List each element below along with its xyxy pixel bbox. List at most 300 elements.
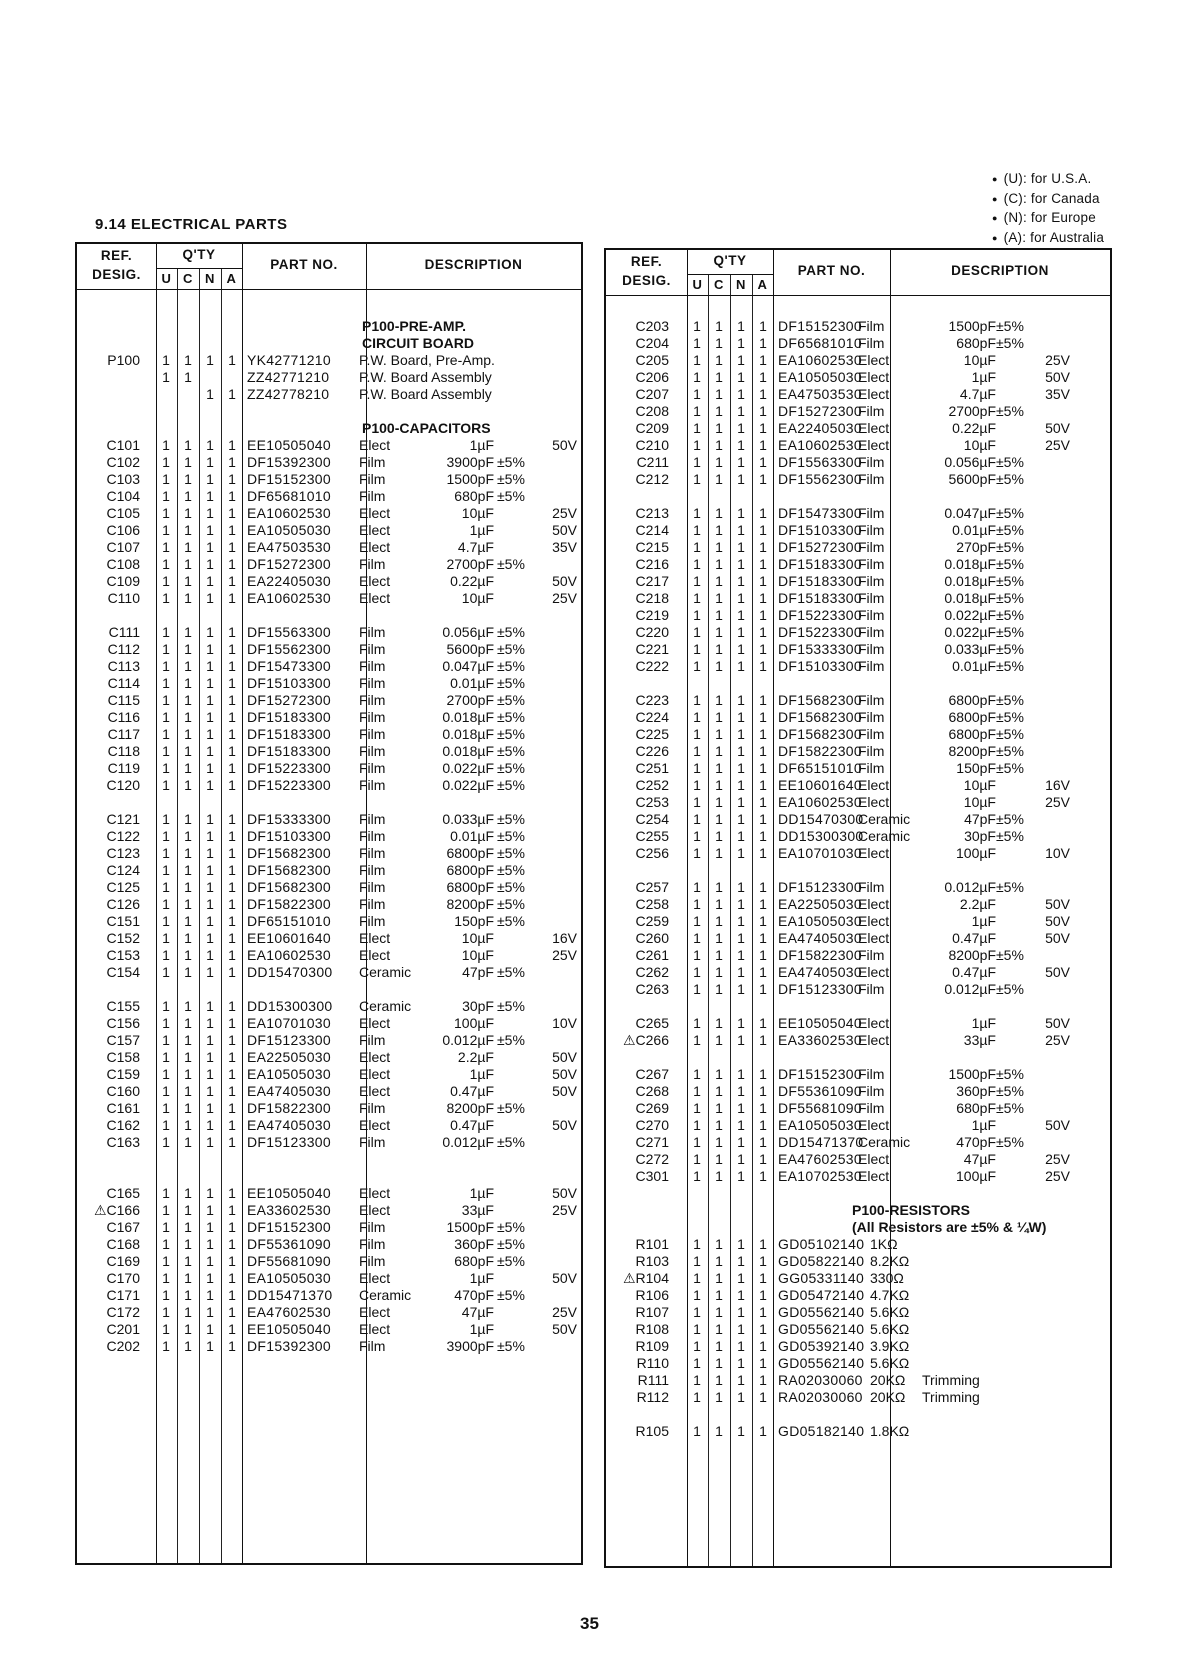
qty-u: 1 xyxy=(162,1032,170,1048)
value: 0.018µF xyxy=(944,590,996,606)
qty-n: 1 xyxy=(737,335,745,351)
description-type: Film xyxy=(359,1219,386,1235)
qty-u: 1 xyxy=(693,1321,701,1337)
part-no: DF15822300 xyxy=(778,947,862,963)
table-row xyxy=(606,471,1110,489)
section-heading: P100-RESISTORS xyxy=(852,1202,971,1218)
table-row xyxy=(606,1032,1110,1050)
qty-u: 1 xyxy=(693,556,701,572)
qty-a: 1 xyxy=(228,471,236,487)
value: 0.01µF xyxy=(952,522,996,538)
qty-a: 1 xyxy=(228,879,236,895)
qty-a: 1 xyxy=(759,522,767,538)
table-row xyxy=(77,1134,581,1152)
description-type: Film xyxy=(858,879,885,895)
qty-a: 1 xyxy=(228,1253,236,1269)
ref-desig: C210 xyxy=(635,437,669,453)
table-row xyxy=(77,709,581,727)
value: 270pF xyxy=(956,539,996,555)
description-type: Film xyxy=(858,471,885,487)
ref-desig: C105 xyxy=(106,505,140,521)
description-type: Film xyxy=(858,658,885,674)
qty-n: 1 xyxy=(737,624,745,640)
qty-a: 1 xyxy=(228,675,236,691)
table-row xyxy=(606,522,1110,540)
qty-u: 1 xyxy=(693,1355,701,1371)
part-no: EA47602530 xyxy=(247,1304,331,1320)
part-no: EA47405030 xyxy=(778,964,862,980)
value: 680pF xyxy=(956,335,996,351)
description-type: Film xyxy=(858,981,885,997)
value: 8200pF xyxy=(948,743,996,759)
qty-n: 1 xyxy=(737,556,745,572)
qty-a: 1 xyxy=(228,658,236,674)
qty-n: 1 xyxy=(737,1117,745,1133)
description-type: Film xyxy=(359,811,386,827)
value: 0.022µF xyxy=(944,624,996,640)
part-no: DD15470300 xyxy=(778,811,864,827)
ref-desig: C206 xyxy=(635,369,669,385)
tolerance: ±5% xyxy=(996,403,1024,419)
qty-c: 1 xyxy=(184,998,192,1014)
description-type: Film xyxy=(359,1100,386,1116)
qty-n: 1 xyxy=(206,964,214,980)
description-type: Film xyxy=(359,743,386,759)
description-type: Film xyxy=(359,556,386,572)
table-row xyxy=(606,386,1110,404)
table-row xyxy=(77,420,581,438)
qty-n: 1 xyxy=(206,352,214,368)
qty-a: 1 xyxy=(228,1083,236,1099)
table-row xyxy=(77,1185,581,1203)
voltage: 35V xyxy=(552,539,577,555)
part-no: EA22405030 xyxy=(247,573,331,589)
description-type: Film xyxy=(359,658,386,674)
value: 1µF xyxy=(469,437,494,453)
qty-n: 1 xyxy=(206,1049,214,1065)
qty-u: 1 xyxy=(693,828,701,844)
table-row xyxy=(606,1066,1110,1084)
qty-n: 1 xyxy=(206,1185,214,1201)
qty-c: 1 xyxy=(715,454,723,470)
ref-desig: C301 xyxy=(635,1168,669,1184)
ref-desig: C205 xyxy=(635,352,669,368)
table-row xyxy=(606,1372,1110,1390)
table-row xyxy=(606,709,1110,727)
tolerance: ±5% xyxy=(497,1287,525,1303)
description-type: Elect xyxy=(858,1151,890,1167)
part-no: EE10505040 xyxy=(247,1321,331,1337)
qty-c: 1 xyxy=(715,1287,723,1303)
qty-a: 1 xyxy=(228,998,236,1014)
description-type: Elect xyxy=(359,1015,391,1031)
description-type: P.W. Board Assembly xyxy=(359,369,492,385)
qty-u: 1 xyxy=(693,1338,701,1354)
qty-a: 1 xyxy=(759,1270,767,1286)
ref-desig: C215 xyxy=(635,539,669,555)
tolerance: ±5% xyxy=(996,335,1024,351)
tolerance: ±5% xyxy=(497,624,525,640)
table-row xyxy=(606,1151,1110,1169)
qty-n: 1 xyxy=(737,1389,745,1405)
qty-a: 1 xyxy=(759,1389,767,1405)
qty-u: 1 xyxy=(162,896,170,912)
ref-desig: C212 xyxy=(635,471,669,487)
qty-n: 1 xyxy=(737,1287,745,1303)
qty-a: 1 xyxy=(228,1049,236,1065)
header-ref-right xyxy=(606,252,687,290)
qty-n: 1 xyxy=(206,1032,214,1048)
qty-n: 1 xyxy=(206,1083,214,1099)
table-row xyxy=(77,998,581,1016)
table-row xyxy=(606,1321,1110,1339)
tolerance: ±5% xyxy=(996,1100,1024,1116)
value: 10µF xyxy=(963,777,996,793)
part-no: GD05392140 xyxy=(778,1338,865,1354)
part-no: DF15473300 xyxy=(778,505,862,521)
qty-a: 1 xyxy=(228,709,236,725)
qty-n: 1 xyxy=(206,1321,214,1337)
ref-desig: C107 xyxy=(106,539,140,555)
ref-desig: C263 xyxy=(635,981,669,997)
qty-a: 1 xyxy=(228,947,236,963)
description-type: Elect xyxy=(858,420,890,436)
part-no: YK42771210 xyxy=(247,352,331,368)
qty-u: 1 xyxy=(693,777,701,793)
part-no: EA10602530 xyxy=(247,590,331,606)
qty-u: 1 xyxy=(162,743,170,759)
ref-desig: C124 xyxy=(106,862,140,878)
table-row xyxy=(77,1202,581,1220)
value: 1500pF xyxy=(446,471,494,487)
tolerance: ±5% xyxy=(996,828,1024,844)
region-legend xyxy=(992,170,1104,248)
voltage: 25V xyxy=(552,590,577,606)
qty-c: 1 xyxy=(184,743,192,759)
value: 0.018µF xyxy=(944,556,996,572)
table-row xyxy=(606,879,1110,897)
qty-u: 1 xyxy=(693,386,701,402)
qty-n: 1 xyxy=(206,624,214,640)
description-type: Film xyxy=(858,505,885,521)
table-row xyxy=(606,1423,1110,1441)
table-row xyxy=(77,1338,581,1356)
value: 0.033µF xyxy=(442,811,494,827)
qty-n: 1 xyxy=(206,1015,214,1031)
table-row xyxy=(77,1100,581,1118)
qty-u: 1 xyxy=(693,1423,701,1439)
value: 1µF xyxy=(469,1066,494,1082)
qty-c: 1 xyxy=(715,709,723,725)
resistance: 5.6KΩ xyxy=(870,1355,910,1371)
qty-u: 1 xyxy=(693,1100,701,1116)
value: 6800pF xyxy=(446,862,494,878)
voltage: 16V xyxy=(1045,777,1070,793)
value: 0.47µF xyxy=(450,1083,494,1099)
value: 4.7µF xyxy=(959,386,996,402)
part-no: EA22505030 xyxy=(247,1049,331,1065)
value: 0.022µF xyxy=(442,760,494,776)
part-no: DF65151010 xyxy=(778,760,862,776)
qty-n: 1 xyxy=(737,403,745,419)
qty-n: 1 xyxy=(737,811,745,827)
table-row xyxy=(606,641,1110,659)
qty-c: 1 xyxy=(184,709,192,725)
tolerance: ±5% xyxy=(497,998,525,1014)
description-type: Elect xyxy=(359,1083,391,1099)
voltage: 25V xyxy=(552,505,577,521)
qty-u: 1 xyxy=(162,1202,170,1218)
qty-n: 1 xyxy=(737,692,745,708)
qty-u: 1 xyxy=(693,624,701,640)
ref-desig: C268 xyxy=(635,1083,669,1099)
value: 10µF xyxy=(963,437,996,453)
qty-u: 1 xyxy=(693,369,701,385)
qty-a: 1 xyxy=(759,539,767,555)
qty-u: 1 xyxy=(162,505,170,521)
qty-u: 1 xyxy=(162,947,170,963)
qty-u: 1 xyxy=(693,420,701,436)
part-no: DF15123300 xyxy=(247,1032,331,1048)
tolerance: ±5% xyxy=(996,760,1024,776)
part-no: EE10505040 xyxy=(247,1185,331,1201)
part-no: EA33602530 xyxy=(247,1202,331,1218)
value: 10µF xyxy=(461,590,494,606)
qty-c: 1 xyxy=(184,811,192,827)
description-type: Film xyxy=(858,743,885,759)
value: 6800pF xyxy=(948,692,996,708)
qty-c: 1 xyxy=(184,879,192,895)
table-row xyxy=(77,437,581,455)
qty-c: 1 xyxy=(715,1100,723,1116)
qty-a: 1 xyxy=(228,1117,236,1133)
qty-n: 1 xyxy=(206,743,214,759)
value: 2700pF xyxy=(948,403,996,419)
qty-c: 1 xyxy=(184,1321,192,1337)
qty-a: 1 xyxy=(759,1321,767,1337)
table-row xyxy=(77,624,581,642)
part-no: EA47405030 xyxy=(778,930,862,946)
ref-desig: C261 xyxy=(635,947,669,963)
part-no: DF15272300 xyxy=(247,692,331,708)
ref-desig: C225 xyxy=(635,726,669,742)
table-row xyxy=(606,981,1110,999)
qty-a: 1 xyxy=(759,726,767,742)
value: 2700pF xyxy=(446,692,494,708)
value: 150pF xyxy=(956,760,996,776)
qty-u: 1 xyxy=(693,726,701,742)
value: 47µF xyxy=(963,1151,996,1167)
description-type: Elect xyxy=(858,930,890,946)
tolerance: ±5% xyxy=(497,811,525,827)
description-type: Elect xyxy=(359,539,391,555)
value: 3900pF xyxy=(446,1338,494,1354)
description-type: Film xyxy=(858,1100,885,1116)
part-no: DD15471370 xyxy=(778,1134,864,1150)
value: 5600pF xyxy=(446,641,494,657)
qty-n: 1 xyxy=(737,539,745,555)
voltage: 50V xyxy=(1045,1015,1070,1031)
qty-u: 1 xyxy=(162,1287,170,1303)
voltage: 50V xyxy=(552,1270,577,1286)
qty-a: 1 xyxy=(228,1134,236,1150)
ref-desig: C160 xyxy=(106,1083,140,1099)
qty-n: 1 xyxy=(737,760,745,776)
value: 0.018µF xyxy=(944,573,996,589)
ref-desig: C171 xyxy=(106,1287,140,1303)
description-type: Elect xyxy=(359,1202,391,1218)
table-row xyxy=(606,1083,1110,1101)
qty-a: 1 xyxy=(759,777,767,793)
part-no: EA10602530 xyxy=(778,794,862,810)
ref-desig: C165 xyxy=(106,1185,140,1201)
part-no: GG05331140 xyxy=(778,1270,865,1286)
qty-u: 1 xyxy=(162,454,170,470)
table-row xyxy=(77,1083,581,1101)
qty-a: 1 xyxy=(228,1321,236,1337)
ref-desig: C109 xyxy=(106,573,140,589)
part-no: GD05562140 xyxy=(778,1304,865,1320)
part-no: RA02030060 xyxy=(778,1372,863,1388)
value: 360pF xyxy=(454,1236,494,1252)
part-no: EA33602530 xyxy=(778,1032,862,1048)
parts-table-left xyxy=(75,242,583,1565)
table-row xyxy=(77,845,581,863)
value: 47pF xyxy=(462,964,494,980)
qty-c: 1 xyxy=(715,573,723,589)
part-no: EE10505040 xyxy=(778,1015,862,1031)
qty-u: 1 xyxy=(162,471,170,487)
tolerance: ±5% xyxy=(497,471,525,487)
description-type: Film xyxy=(359,675,386,691)
qty-n: 1 xyxy=(206,1304,214,1320)
qty-a: 1 xyxy=(228,777,236,793)
qty-a: 1 xyxy=(759,420,767,436)
qty-c: 1 xyxy=(715,607,723,623)
table-row xyxy=(77,1236,581,1254)
table-row xyxy=(77,522,581,540)
qty-u: 1 xyxy=(693,1304,701,1320)
description-type: Ceramic xyxy=(858,1134,911,1150)
qty-n: 1 xyxy=(737,318,745,334)
voltage: 50V xyxy=(1045,420,1070,436)
qty-c: 1 xyxy=(715,879,723,895)
part-no: GD05562140 xyxy=(778,1321,865,1337)
qty-c: 1 xyxy=(184,590,192,606)
value: 0.047µF xyxy=(944,505,996,521)
ref-desig: C222 xyxy=(635,658,669,674)
value: 2.2µF xyxy=(959,896,996,912)
part-no: EA10505030 xyxy=(247,1270,331,1286)
table-row xyxy=(77,896,581,914)
qty-c: 1 xyxy=(184,522,192,538)
value: 10µF xyxy=(461,930,494,946)
description-type: Elect xyxy=(359,1066,391,1082)
qty-c: 1 xyxy=(184,369,192,385)
value: 150pF xyxy=(454,913,494,929)
table-row xyxy=(606,726,1110,744)
qty-n: 1 xyxy=(206,488,214,504)
qty-a: 1 xyxy=(759,981,767,997)
qty-c: 1 xyxy=(715,522,723,538)
ref-desig: C169 xyxy=(106,1253,140,1269)
qty-a: 1 xyxy=(759,896,767,912)
qty-a: 1 xyxy=(228,488,236,504)
qty-n: 1 xyxy=(737,709,745,725)
qty-c: 1 xyxy=(184,896,192,912)
qty-u: 1 xyxy=(162,1083,170,1099)
qty-n: 1 xyxy=(737,981,745,997)
part-no: ZZ42778210 xyxy=(247,386,330,402)
qty-u: 1 xyxy=(162,573,170,589)
qty-n: 1 xyxy=(737,879,745,895)
value: 100µF xyxy=(956,845,996,861)
ref-desig: C103 xyxy=(106,471,140,487)
qty-a: 1 xyxy=(759,1253,767,1269)
qty-u: 1 xyxy=(162,658,170,674)
value: 1µF xyxy=(971,369,996,385)
part-no: EA47503530 xyxy=(247,539,331,555)
value: 1500pF xyxy=(446,1219,494,1235)
table-row xyxy=(606,930,1110,948)
table-row xyxy=(606,1355,1110,1373)
part-no: DF15123300 xyxy=(778,879,862,895)
voltage: 25V xyxy=(552,1304,577,1320)
ref-desig: C172 xyxy=(106,1304,140,1320)
description-type: Elect xyxy=(858,845,890,861)
table-row xyxy=(77,964,581,982)
table-row xyxy=(606,692,1110,710)
voltage: 16V xyxy=(552,930,577,946)
description-type: Film xyxy=(858,590,885,606)
description-type: Film xyxy=(858,335,885,351)
description-type: Film xyxy=(858,1066,885,1082)
qty-c: 1 xyxy=(184,1049,192,1065)
qty-n: 1 xyxy=(737,420,745,436)
qty-u: 1 xyxy=(162,964,170,980)
qty-n: 1 xyxy=(737,1100,745,1116)
qty-c: 1 xyxy=(184,930,192,946)
qty-c: 1 xyxy=(715,1304,723,1320)
table-row xyxy=(77,777,581,795)
qty-u: 1 xyxy=(693,1134,701,1150)
qty-c: 1 xyxy=(715,1372,723,1388)
qty-a: 1 xyxy=(228,624,236,640)
description-type: Elect xyxy=(858,794,890,810)
qty-c: 1 xyxy=(715,369,723,385)
ref-desig: C260 xyxy=(635,930,669,946)
qty-c: 1 xyxy=(715,403,723,419)
value: 6800pF xyxy=(446,845,494,861)
qty-u: 1 xyxy=(162,811,170,827)
ref-desig: C201 xyxy=(106,1321,140,1337)
qty-c: 1 xyxy=(715,386,723,402)
qty-c: 1 xyxy=(715,692,723,708)
qty-a: 1 xyxy=(228,352,236,368)
ref-desig: C220 xyxy=(635,624,669,640)
description-type: Film xyxy=(359,1236,386,1252)
tolerance: ±5% xyxy=(497,675,525,691)
qty-u: 1 xyxy=(162,641,170,657)
value: 8200pF xyxy=(948,947,996,963)
qty-c: 1 xyxy=(184,471,192,487)
qty-a: 1 xyxy=(759,1287,767,1303)
qty-n: 1 xyxy=(206,1219,214,1235)
description-type: Film xyxy=(359,862,386,878)
qty-a: 1 xyxy=(228,1304,236,1320)
table-row xyxy=(77,318,581,336)
table-row xyxy=(606,590,1110,608)
